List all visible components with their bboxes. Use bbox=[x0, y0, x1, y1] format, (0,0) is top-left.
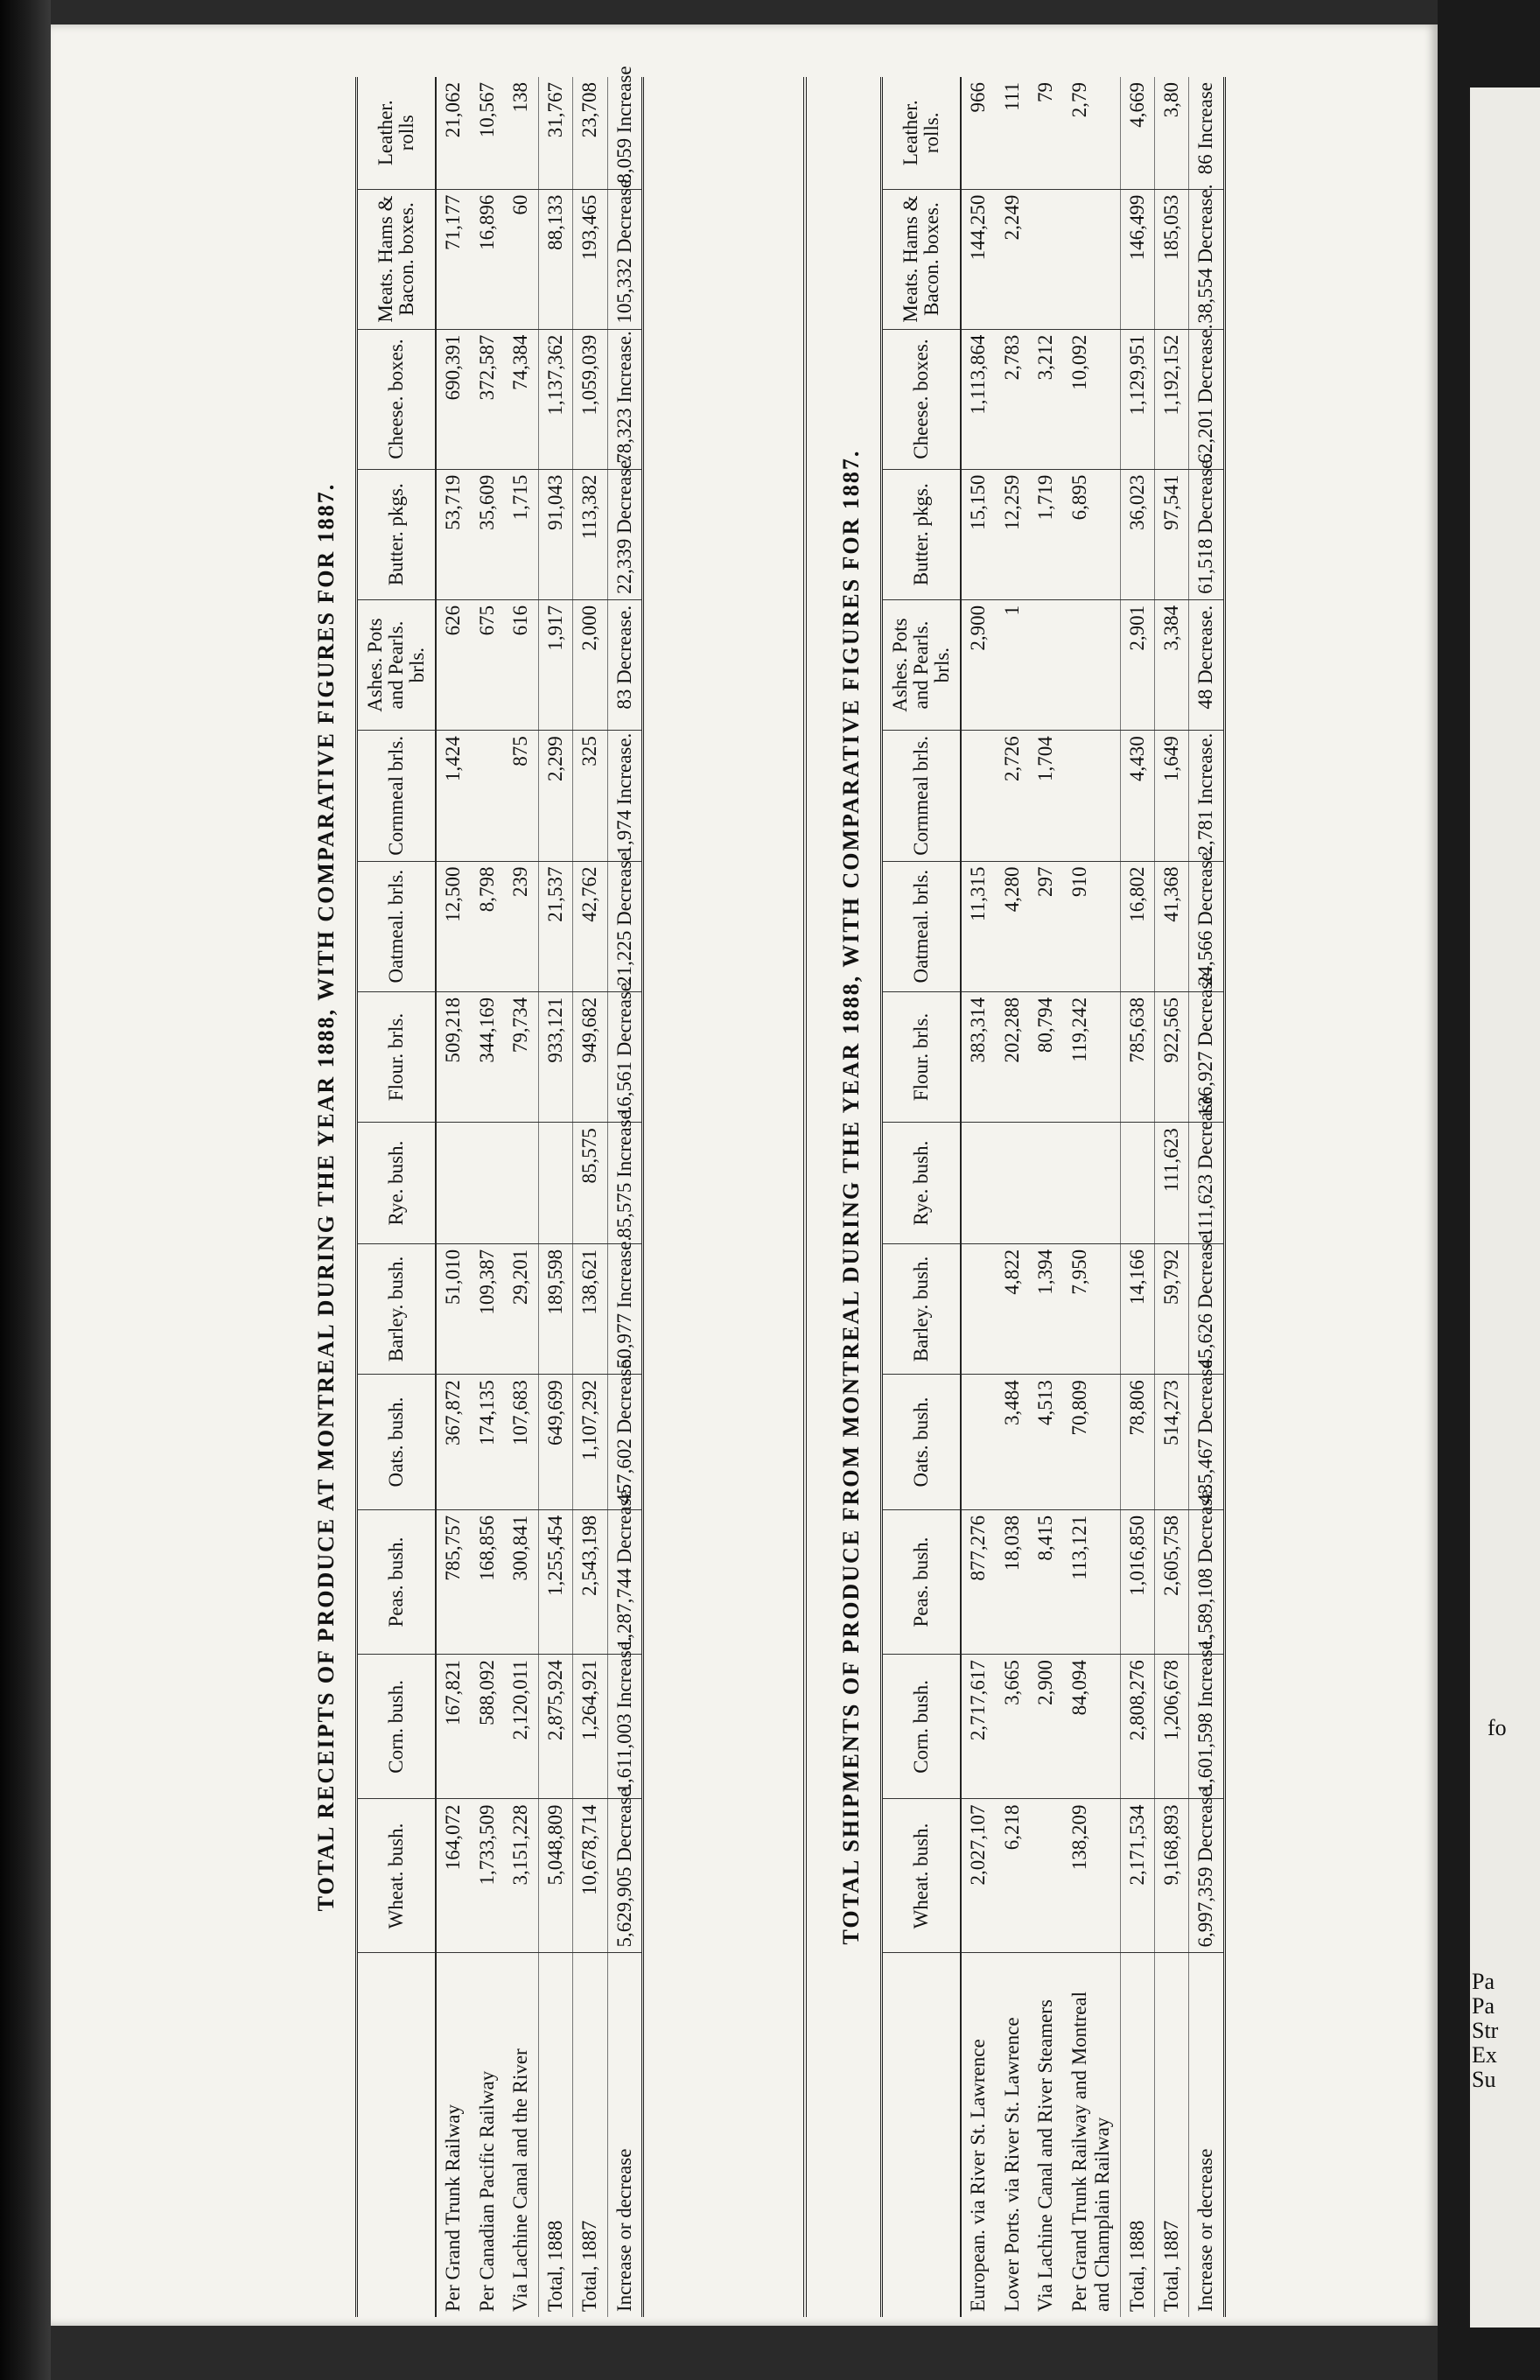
table-cell: 690,391 bbox=[436, 329, 470, 469]
table-cell: 1,206,678 bbox=[1155, 1655, 1189, 1799]
table-cell: 1,016,850 bbox=[1120, 1509, 1154, 1654]
table-cell: 4,669 bbox=[1120, 77, 1154, 189]
table-cell: 1,649 bbox=[1155, 731, 1189, 861]
book-binding bbox=[0, 0, 51, 2380]
table-cell: 1,917 bbox=[538, 599, 572, 730]
table-cell: 2,027,107 bbox=[961, 1799, 995, 1953]
table-cell: 79 bbox=[1034, 82, 1057, 102]
table-cell: 146,499 bbox=[1120, 189, 1154, 329]
table-cell: 42,762 bbox=[573, 861, 607, 991]
table-row bbox=[1155, 77, 1189, 2317]
table-cell: 6,218 bbox=[996, 1799, 1029, 1953]
table-cell: 2,249 bbox=[996, 189, 1029, 329]
table-cell: 3,384 bbox=[1155, 599, 1189, 730]
row-label: Via Lachine Canal and the River bbox=[504, 1953, 538, 2317]
column-header: Oats. bush. bbox=[882, 1375, 962, 1510]
table-cell: 1,192,152 bbox=[1155, 329, 1189, 469]
table-cell: 785,757 bbox=[436, 1509, 470, 1654]
column-header: Leather. rolls bbox=[357, 77, 437, 189]
table-cell bbox=[471, 1123, 504, 1244]
table-cell: 5,048,809 bbox=[538, 1799, 572, 1953]
table-cell: 144,250 bbox=[961, 189, 995, 329]
table-cell: 7,950 bbox=[1063, 1243, 1120, 1374]
receipts-section bbox=[313, 66, 644, 2317]
row-label: Lower Ports. via River St. Lawrence bbox=[996, 1953, 1029, 2317]
row-label: Per Grand Trunk Railway bbox=[436, 1953, 470, 2317]
column-header: Cornmeal brls. bbox=[357, 731, 437, 861]
table-cell: 48 Decrease. bbox=[1189, 599, 1224, 730]
table-cell: 616 bbox=[504, 599, 538, 730]
table-cell: 1 bbox=[996, 599, 1029, 730]
column-header: Meats. Hams & Bacon. boxes. bbox=[882, 189, 962, 329]
table-cell: 18,038 bbox=[996, 1509, 1029, 1654]
table-cell: 372,587 bbox=[471, 329, 504, 469]
table-cell: 1,704 bbox=[1029, 731, 1062, 861]
table-cell: 168,856 bbox=[471, 1509, 504, 1654]
column-header: Meats. Hams & Bacon. boxes. bbox=[357, 189, 437, 329]
table-cell: 1,107,292 bbox=[573, 1375, 607, 1510]
table-cell: 71,177 bbox=[436, 189, 470, 329]
table-cell: 15,150 bbox=[961, 469, 995, 599]
table-cell: 1,287,744 Decrease. bbox=[607, 1509, 642, 1654]
column-header: Corn. bush. bbox=[357, 1655, 437, 1799]
table-cell: 922,565 bbox=[1155, 991, 1189, 1122]
table-cell: 86 Increase bbox=[1189, 77, 1224, 189]
table-cell: 5,629,905 Decrease. bbox=[607, 1799, 642, 1953]
table-cell: 6,895 bbox=[1063, 469, 1120, 599]
table-cell: 2,79 bbox=[1068, 82, 1090, 118]
table-cell: 31,767 bbox=[538, 77, 572, 189]
column-header: Flour. brls. bbox=[357, 991, 437, 1122]
table-cell: 1,264,921 bbox=[573, 1655, 607, 1799]
table-cell: 4,513 bbox=[1029, 1375, 1062, 1510]
row-label: Total, 1888 bbox=[1120, 1953, 1154, 2317]
column-header: Peas. bush. bbox=[357, 1509, 437, 1654]
table-cell bbox=[1120, 1123, 1154, 1244]
table-cell: 23,708 bbox=[573, 77, 607, 189]
table-cell: 29,201 bbox=[504, 1243, 538, 1374]
table-cell bbox=[471, 731, 504, 861]
table-row bbox=[1029, 77, 1062, 2317]
table-cell: 10,092 bbox=[1063, 329, 1120, 469]
table-row bbox=[436, 77, 470, 2317]
table-cell: 3,665 bbox=[996, 1655, 1029, 1799]
facing-page-fragment: Su bbox=[1472, 2067, 1496, 2092]
table-cell: 111,623 Decrease. bbox=[1189, 1123, 1224, 1244]
table-row bbox=[961, 77, 995, 2317]
row-label: Via Lachine Canal and River Steamers bbox=[1029, 1953, 1062, 2317]
table-cell: 1,394 bbox=[1029, 1243, 1062, 1374]
column-header: Wheat. bush. bbox=[357, 1799, 437, 1953]
table-cell: 174,135 bbox=[471, 1375, 504, 1510]
table-cell: 16,896 bbox=[471, 189, 504, 329]
table-cell: 84,094 bbox=[1063, 1655, 1120, 1799]
table-cell: 59,792 bbox=[1155, 1243, 1189, 1374]
column-header: Oatmeal. brls. bbox=[357, 861, 437, 991]
table-cell bbox=[436, 1123, 470, 1244]
column-header: Butter. pkgs. bbox=[357, 469, 437, 599]
column-header: Cheese. boxes. bbox=[882, 329, 962, 469]
table-cell: 367,872 bbox=[436, 1375, 470, 1510]
column-header: Leather. rolls. bbox=[882, 77, 962, 189]
shipments-title: TOTAL SHIPMENTS OF PRODUCE FROM MONTREAL DURING THE YEAR 1888, WITH COMPARATIVE FIGURES FOR 1887. bbox=[838, 449, 864, 1945]
column-header: Barley. bush. bbox=[357, 1243, 437, 1374]
table-cell: 85,575 Increase. bbox=[607, 1123, 642, 1244]
table-cell: 297 bbox=[1029, 861, 1062, 991]
table-cell: 11,315 bbox=[961, 861, 995, 991]
table-cell bbox=[961, 1243, 995, 1374]
table-row bbox=[1063, 77, 1120, 2317]
table-cell: 138 bbox=[509, 82, 532, 113]
table-cell bbox=[996, 1123, 1029, 1244]
table-cell: 111 bbox=[1000, 82, 1023, 111]
table-cell: 80,794 bbox=[1029, 991, 1062, 1122]
table-cell: 164,072 bbox=[436, 1799, 470, 1953]
table-cell bbox=[1063, 189, 1120, 329]
table-cell: 91,043 bbox=[538, 469, 572, 599]
table-cell: 119,242 bbox=[1063, 991, 1120, 1122]
column-header bbox=[882, 1953, 962, 2317]
table-cell: 383,314 bbox=[961, 991, 995, 1122]
table-cell: 875 bbox=[504, 731, 538, 861]
table-cell: 51,010 bbox=[436, 1243, 470, 1374]
table-cell: 2,605,758 bbox=[1155, 1509, 1189, 1654]
table-cell: 435,467 Decrease. bbox=[1189, 1375, 1224, 1510]
column-header: Peas. bush. bbox=[882, 1509, 962, 1654]
column-header: Oatmeal. brls. bbox=[882, 861, 962, 991]
facing-page-fragment: fo bbox=[1488, 1715, 1507, 1740]
table-cell: 2,299 bbox=[538, 731, 572, 861]
table-cell: 9,168,893 bbox=[1155, 1799, 1189, 1953]
column-header: Ashes. Pots and Pearls. brls. bbox=[882, 599, 962, 730]
facing-page bbox=[1470, 88, 1540, 2328]
table-cell: 35,609 bbox=[471, 469, 504, 599]
table-cell: 1,589,108 Decrease. bbox=[1189, 1509, 1224, 1654]
table-cell: 136,927 Decrease. bbox=[1189, 991, 1224, 1122]
table-cell: 107,683 bbox=[504, 1375, 538, 1510]
section-divider bbox=[803, 77, 807, 2317]
table-cell: 109,387 bbox=[471, 1243, 504, 1374]
table-cell: 4,430 bbox=[1120, 731, 1154, 861]
table-cell: 514,273 bbox=[1155, 1375, 1189, 1510]
table-cell: 138,209 bbox=[1063, 1799, 1120, 1953]
column-header: Butter. pkgs. bbox=[882, 469, 962, 599]
table-cell: 1,113,864 bbox=[961, 329, 995, 469]
facing-page-fragment: Ex bbox=[1472, 2042, 1497, 2068]
table-cell: 61,518 Decrease. bbox=[1189, 469, 1224, 599]
table-cell: 2,781 Increase. bbox=[1189, 731, 1224, 861]
table-cell: 300,841 bbox=[504, 1509, 538, 1654]
table-cell: 3,151,228 bbox=[504, 1799, 538, 1953]
table-cell: 2,717,617 bbox=[961, 1655, 995, 1799]
table-cell: 1,424 bbox=[436, 731, 470, 861]
facing-page-fragment: Pa bbox=[1472, 1969, 1494, 1994]
receipts-table bbox=[355, 66, 644, 2317]
row-label: Increase or decrease bbox=[607, 1953, 642, 2317]
table-cell bbox=[961, 1123, 995, 1244]
table-cell: 21,062 bbox=[442, 82, 465, 138]
facing-page-fragment: Str bbox=[1472, 2018, 1499, 2043]
table-cell: 60 bbox=[504, 189, 538, 329]
table-row bbox=[1189, 77, 1224, 2317]
table-cell: 966 bbox=[967, 82, 990, 113]
table-cell: 239 bbox=[504, 861, 538, 991]
table-cell bbox=[538, 1123, 572, 1244]
column-header: Cheese. boxes. bbox=[357, 329, 437, 469]
table-cell: 1,059,039 bbox=[573, 329, 607, 469]
table-cell: 10,678,714 bbox=[573, 1799, 607, 1953]
table-cell: 2,120,011 bbox=[504, 1655, 538, 1799]
table-row bbox=[573, 77, 607, 2317]
table-cell: 457,602 Decrease. bbox=[607, 1375, 642, 1510]
shipments-section bbox=[838, 77, 1226, 2317]
table-cell: 675 bbox=[471, 599, 504, 730]
row-label: Total, 1887 bbox=[1155, 1953, 1189, 2317]
table-cell: 111,623 bbox=[1155, 1123, 1189, 1244]
table-cell: 105,332 Decrease. bbox=[607, 189, 642, 329]
table-cell: 193,465 bbox=[573, 189, 607, 329]
table-cell: 933,121 bbox=[538, 991, 572, 1122]
table-cell: 185,053 bbox=[1155, 189, 1189, 329]
column-header: Cornmeal brls. bbox=[882, 731, 962, 861]
table-cell: 24,566 Decrease. bbox=[1189, 861, 1224, 991]
shipments-table bbox=[880, 77, 1226, 2317]
table-cell: 2,543,198 bbox=[573, 1509, 607, 1654]
table-cell bbox=[961, 1375, 995, 1510]
table-cell: 70,809 bbox=[1063, 1375, 1120, 1510]
row-label: Per Grand Trunk Railway and Montreal and Champlain Railway bbox=[1063, 1953, 1120, 2317]
table-cell: 36,023 bbox=[1120, 469, 1154, 599]
table-cell bbox=[1029, 1123, 1062, 1244]
table-cell: 78,323 Increase. bbox=[607, 329, 642, 469]
table-cell: 2,171,534 bbox=[1120, 1799, 1154, 1953]
table-cell: 53,719 bbox=[436, 469, 470, 599]
table-cell: 1,974 Increase. bbox=[607, 731, 642, 861]
table-cell: 12,259 bbox=[996, 469, 1029, 599]
receipts-header-row bbox=[357, 77, 437, 2317]
table-cell: 202,288 bbox=[996, 991, 1029, 1122]
table-cell: 3,212 bbox=[1029, 329, 1062, 469]
table-cell: 588,092 bbox=[471, 1655, 504, 1799]
table-cell: 16,802 bbox=[1120, 861, 1154, 991]
table-cell bbox=[504, 1123, 538, 1244]
table-cell: 1,601,598 Increase. bbox=[1189, 1655, 1224, 1799]
table-cell: 189,598 bbox=[538, 1243, 572, 1374]
table-cell bbox=[1029, 1799, 1062, 1953]
table-cell: 8,798 bbox=[471, 861, 504, 991]
table-cell: 113,382 bbox=[573, 469, 607, 599]
table-cell: 2,000 bbox=[573, 599, 607, 730]
table-cell: 16,561 Decrease. bbox=[607, 991, 642, 1122]
table-cell: 2,900 bbox=[961, 599, 995, 730]
table-row bbox=[504, 77, 538, 2317]
table-cell: 8,059 Increase bbox=[607, 77, 642, 189]
table-cell: 10,567 bbox=[475, 82, 498, 138]
table-cell: 2,808,276 bbox=[1120, 1655, 1154, 1799]
table-cell: 1,611,003 Increase. bbox=[607, 1655, 642, 1799]
table-cell: 74,384 bbox=[504, 329, 538, 469]
row-label: Total, 1887 bbox=[573, 1953, 607, 2317]
table-cell: 2,900 bbox=[1029, 1655, 1062, 1799]
column-header: Flour. brls. bbox=[882, 991, 962, 1122]
table-cell: 113,121 bbox=[1063, 1509, 1120, 1654]
table-cell bbox=[1063, 731, 1120, 861]
column-header: Rye. bush. bbox=[882, 1123, 962, 1244]
table-cell bbox=[1029, 599, 1062, 730]
row-label: Per Canadian Pacific Railway bbox=[471, 1953, 504, 2317]
shipments-header-row bbox=[882, 77, 962, 2317]
table-cell: 2,783 bbox=[996, 329, 1029, 469]
table-cell: 2,875,924 bbox=[538, 1655, 572, 1799]
table-cell: 649,699 bbox=[538, 1375, 572, 1510]
table-cell: 22,339 Decrease. bbox=[607, 469, 642, 599]
column-header bbox=[357, 1953, 437, 2317]
row-label: Increase or decrease bbox=[1189, 1953, 1224, 2317]
rotated-content bbox=[313, 66, 1407, 2317]
table-cell bbox=[1029, 189, 1062, 329]
table-cell: 8,415 bbox=[1029, 1509, 1062, 1654]
table-cell: 1,719 bbox=[1029, 469, 1062, 599]
table-cell: 50,977 Increase. bbox=[607, 1243, 642, 1374]
table-cell: 167,821 bbox=[436, 1655, 470, 1799]
table-cell bbox=[961, 731, 995, 861]
table-cell: 626 bbox=[436, 599, 470, 730]
table-cell bbox=[1063, 599, 1120, 730]
table-cell: 1,733,509 bbox=[471, 1799, 504, 1953]
table-cell: 14,166 bbox=[1120, 1243, 1154, 1374]
book-page bbox=[51, 24, 1438, 2326]
table-cell: 88,133 bbox=[538, 189, 572, 329]
table-cell: 1,129,951 bbox=[1120, 329, 1154, 469]
column-header: Ashes. Pots and Pearls. brls. bbox=[357, 599, 437, 730]
receipts-title: TOTAL RECEIPTS OF PRODUCE AT MONTREAL DURING THE YEAR 1888, WITH COMPARATIVE FIGURES FOR 1887. bbox=[313, 482, 339, 1912]
column-header: Barley. bush. bbox=[882, 1243, 962, 1374]
table-cell: 41,368 bbox=[1155, 861, 1189, 991]
table-row bbox=[996, 77, 1029, 2317]
table-row bbox=[607, 77, 642, 2317]
facing-page-fragment: Pa bbox=[1472, 1993, 1494, 2019]
table-cell: 2,901 bbox=[1120, 599, 1154, 730]
table-cell: 38,554 Decrease. bbox=[1189, 189, 1224, 329]
table-cell: 1,137,362 bbox=[538, 329, 572, 469]
table-cell: 97,541 bbox=[1155, 469, 1189, 599]
table-cell: 21,537 bbox=[538, 861, 572, 991]
table-cell: 877,276 bbox=[961, 1509, 995, 1654]
table-cell: 2,726 bbox=[996, 731, 1029, 861]
table-cell: 4,280 bbox=[996, 861, 1029, 991]
table-cell: 45,626 Decrease. bbox=[1189, 1243, 1224, 1374]
table-cell bbox=[1063, 1123, 1120, 1244]
table-cell: 12,500 bbox=[436, 861, 470, 991]
table-cell: 910 bbox=[1063, 861, 1120, 991]
table-cell: 949,682 bbox=[573, 991, 607, 1122]
column-header: Oats. bush. bbox=[357, 1375, 437, 1510]
table-cell: 3,484 bbox=[996, 1375, 1029, 1510]
table-cell: 344,169 bbox=[471, 991, 504, 1122]
table-cell: 4,822 bbox=[996, 1243, 1029, 1374]
table-cell: 83 Decrease. bbox=[607, 599, 642, 730]
table-row bbox=[538, 77, 572, 2317]
table-cell: 62,201 Decrease. bbox=[1189, 329, 1224, 469]
table-row bbox=[1120, 77, 1154, 2317]
table-cell: 1,255,454 bbox=[538, 1509, 572, 1654]
table-cell: 1,715 bbox=[504, 469, 538, 599]
table-cell: 79,734 bbox=[504, 991, 538, 1122]
column-header: Corn. bush. bbox=[882, 1655, 962, 1799]
table-cell: 21,225 Decrease. bbox=[607, 861, 642, 991]
row-label: Total, 1888 bbox=[538, 1953, 572, 2317]
table-cell: 325 bbox=[573, 731, 607, 861]
table-cell: 785,638 bbox=[1120, 991, 1154, 1122]
table-cell: 85,575 bbox=[573, 1123, 607, 1244]
table-cell: 138,621 bbox=[573, 1243, 607, 1374]
table-cell: 6,997,359 Decrease. bbox=[1189, 1799, 1224, 1953]
column-header: Wheat. bush. bbox=[882, 1799, 962, 1953]
table-row bbox=[471, 77, 504, 2317]
table-cell: 78,806 bbox=[1120, 1375, 1154, 1510]
row-label: European. via River St. Lawrence bbox=[961, 1953, 995, 2317]
table-cell: 509,218 bbox=[436, 991, 470, 1122]
column-header: Rye. bush. bbox=[357, 1123, 437, 1244]
table-cell: 3,80 bbox=[1155, 77, 1189, 189]
